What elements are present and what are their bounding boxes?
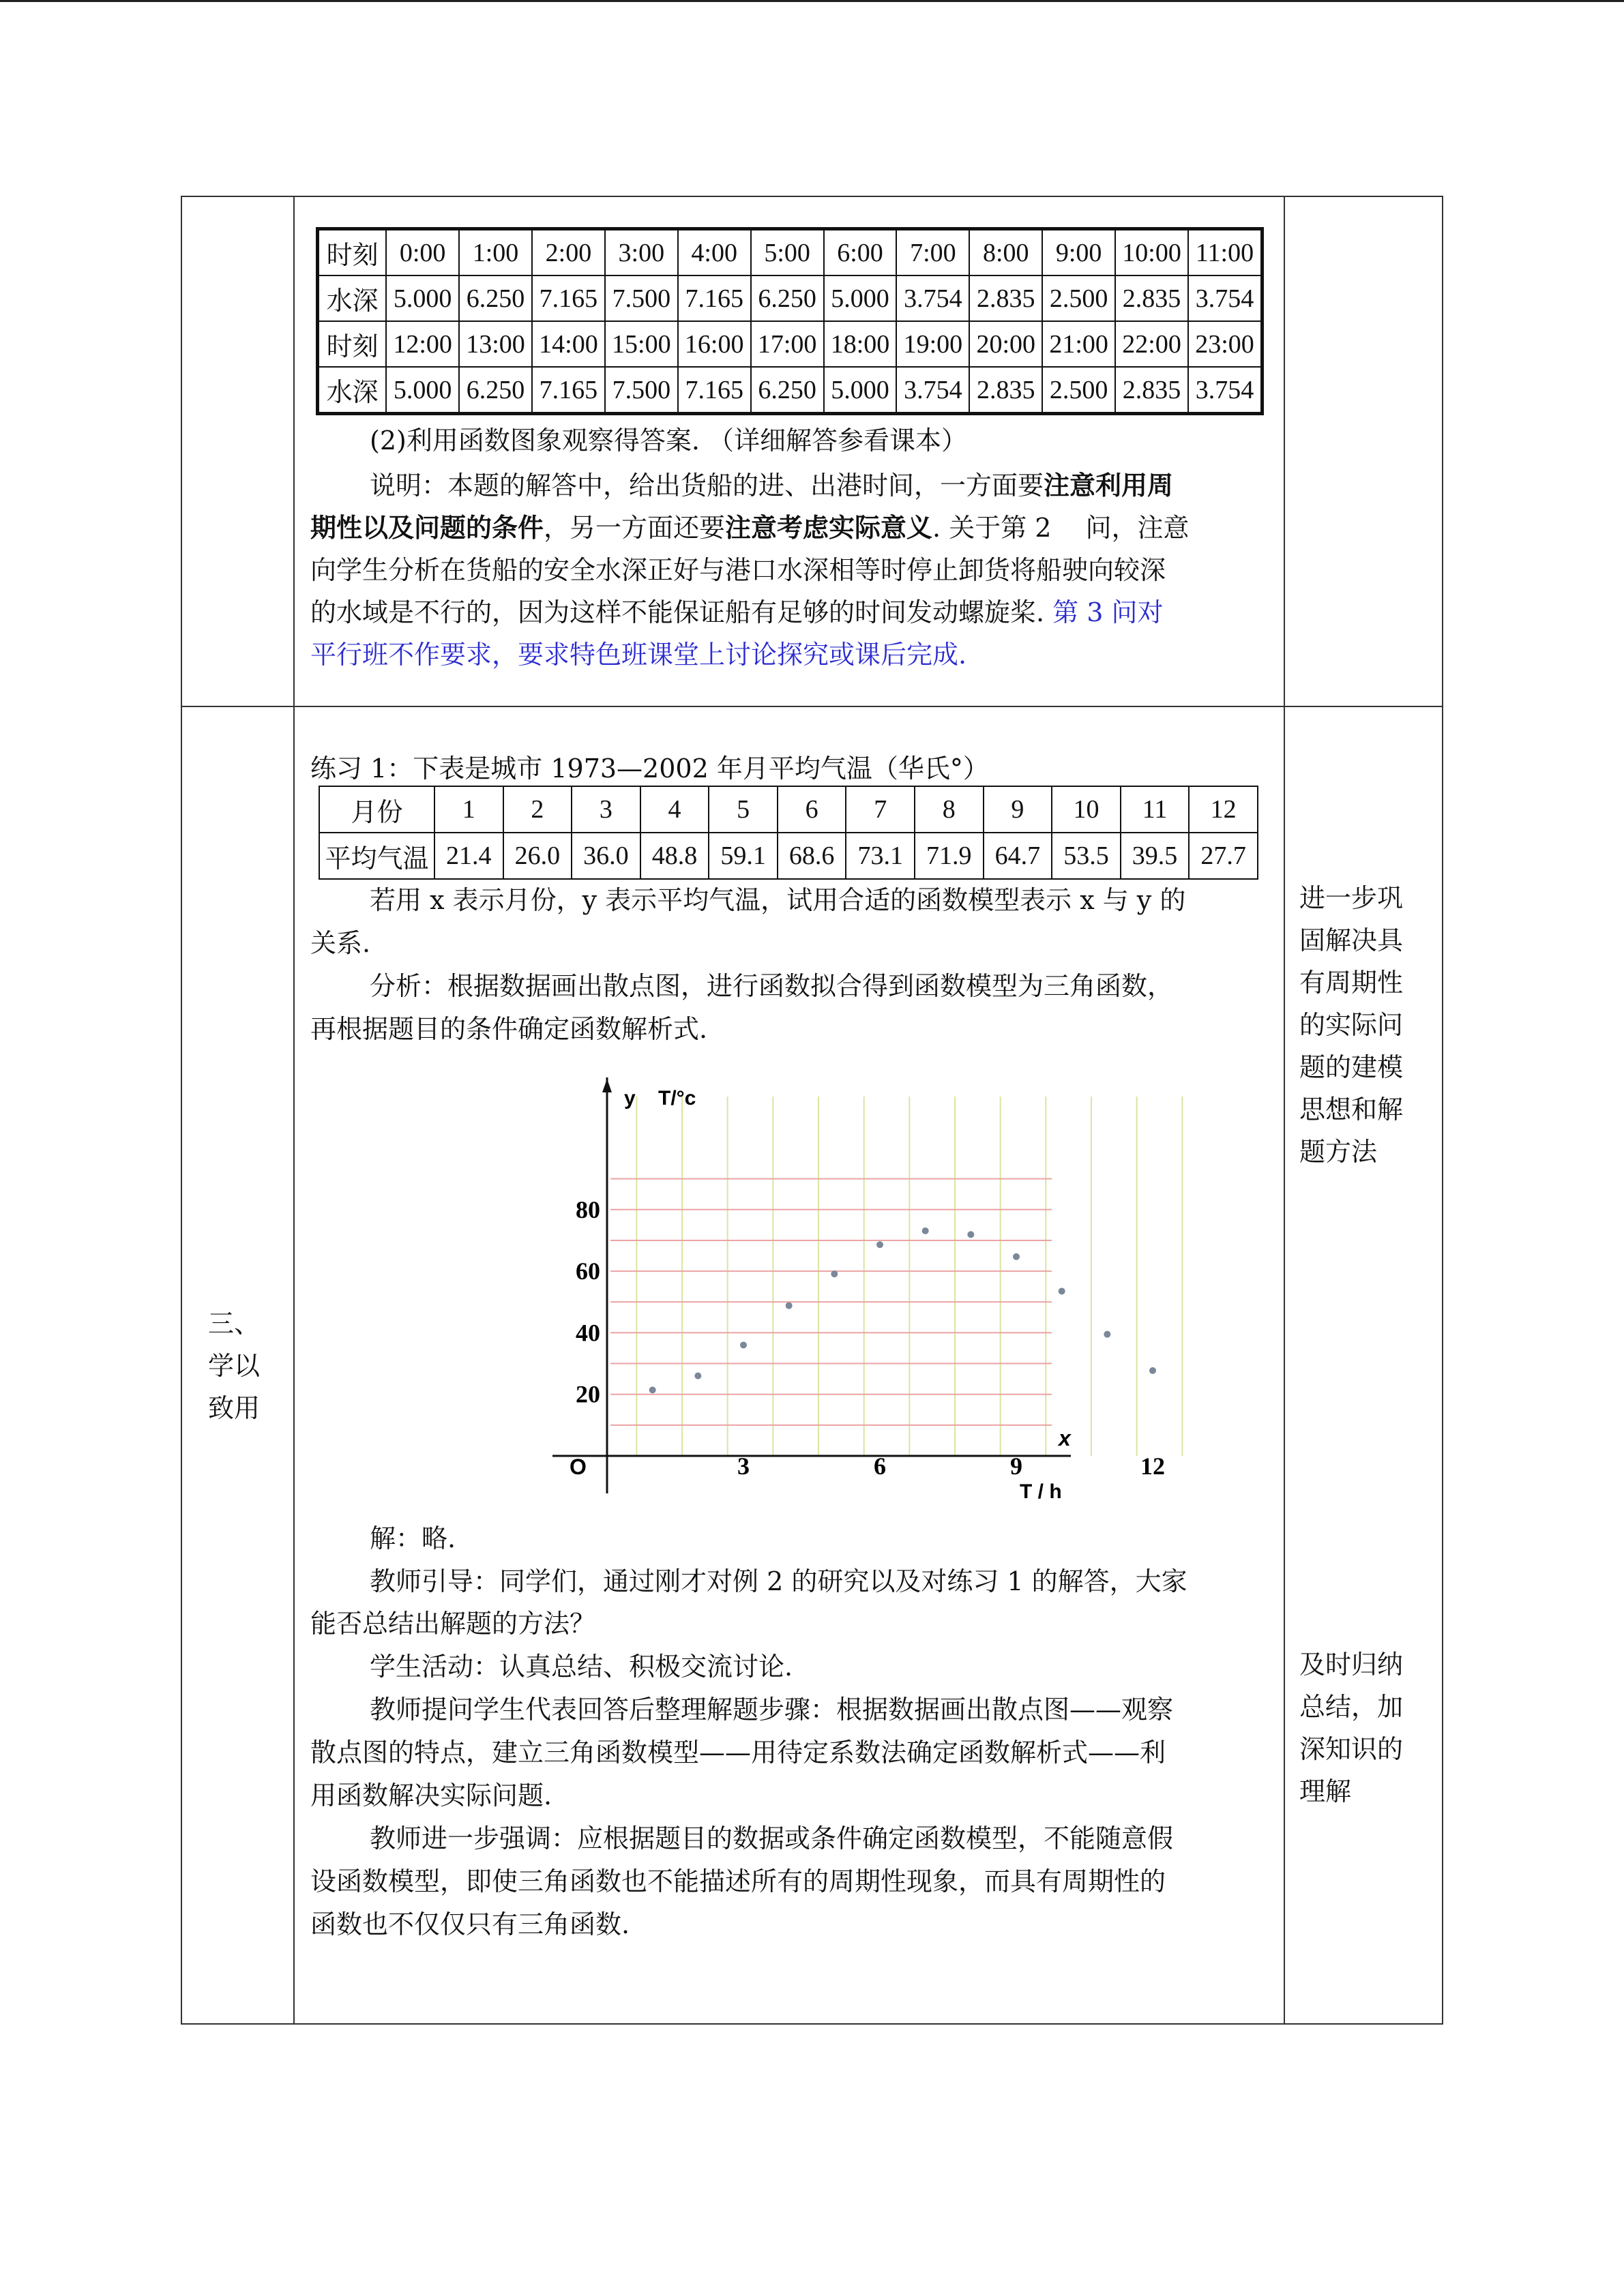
scatter-point (831, 1270, 838, 1277)
table-cell: 3.754 (896, 275, 969, 321)
x-unit-label: T / h (1020, 1480, 1062, 1503)
y-tick-label: 40 (576, 1319, 600, 1347)
table-row (319, 833, 1258, 879)
answer-line: (2)利用函数图象观察得答案. （详细解答参看课本） (370, 426, 967, 456)
scatter-point (922, 1227, 929, 1234)
table-cell: 7.165 (678, 275, 751, 321)
side-note-line: 进一步巩 (1299, 883, 1404, 913)
note-emphasis: 注意利用周 (1044, 470, 1174, 501)
table-cell: 19:00 (896, 321, 969, 367)
table-cell: 7.165 (532, 367, 605, 414)
x-tick-label: 6 (874, 1452, 886, 1480)
table-cell: 7:00 (896, 229, 969, 276)
table-row (318, 275, 1263, 321)
table-row-header: 水深 (318, 275, 387, 321)
row-divider (181, 706, 1443, 707)
x-tick-label: 12 (1140, 1452, 1165, 1480)
table-cell: 2.835 (1115, 367, 1188, 414)
table-cell: 21:00 (1042, 321, 1115, 367)
table-cell: 7.500 (605, 367, 678, 414)
table-cell: 6.250 (459, 275, 532, 321)
table-cell: 6 (778, 786, 846, 833)
y-tick-labels (576, 1196, 600, 1408)
solution-line: 解：略. (370, 1523, 456, 1553)
table-row (318, 229, 1263, 276)
section-label-line: 三、 (208, 1309, 261, 1339)
table-cell: 22:00 (1115, 321, 1188, 367)
table-cell: 5.000 (824, 275, 897, 321)
steps-line-1: 教师提问学生代表回答后整理解题步骤：根据数据画出散点图——观察 (370, 1695, 1174, 1725)
table-cell: 9:00 (1042, 229, 1115, 276)
x-tick-label: 3 (737, 1452, 750, 1480)
table-cell: 6.250 (751, 275, 824, 321)
table-cell: 10:00 (1115, 229, 1188, 276)
table-row-header: 时刻 (318, 229, 387, 276)
table-cell: 5 (709, 786, 778, 833)
table-cell: 15:00 (605, 321, 678, 367)
temperature-table (319, 786, 1258, 880)
side-note-1 (1299, 877, 1436, 1173)
table-cell: 8 (915, 786, 984, 833)
table-cell: 1:00 (459, 229, 532, 276)
table-row (318, 321, 1263, 367)
scatter-point (694, 1373, 701, 1380)
table-cell: 2.835 (1115, 275, 1188, 321)
guide-line-2: 能否总结出解题的方法？ (310, 1609, 596, 1639)
note-line-5: 平行班不作要求，要求特色班课堂上讨论探究或课后完成. (310, 640, 967, 670)
table-cell: 26.0 (503, 833, 572, 879)
table-row-header: 月份 (319, 786, 434, 833)
column-divider-2 (1284, 196, 1285, 2025)
table-cell: 11 (1121, 786, 1190, 833)
section-label-line: 学以 (208, 1351, 261, 1381)
side-note-line: 题方法 (1299, 1137, 1378, 1167)
scatter-point (1104, 1331, 1110, 1338)
table-row-header: 水深 (318, 367, 387, 414)
table-cell: 5.000 (386, 275, 459, 321)
table-cell: 2:00 (532, 229, 605, 276)
table-cell: 4 (640, 786, 709, 833)
analysis-line-2: 再根据题目的条件确定函数解析式. (310, 1014, 708, 1044)
table-cell: 2.500 (1042, 275, 1115, 321)
page-top-rule (0, 0, 1624, 2)
table-cell: 3.754 (896, 367, 969, 414)
section-label-line: 致用 (208, 1393, 261, 1423)
table-cell: 13:00 (459, 321, 532, 367)
steps-line-3: 用函数解决实际问题. (310, 1780, 552, 1810)
y-tick-label: 60 (576, 1257, 600, 1285)
origin-label: O (570, 1455, 587, 1479)
guide-line-1: 教师引导：同学们，通过刚才对例 2 的研究以及对练习 1 的解答，大家 (370, 1566, 1187, 1596)
table-cell: 3.754 (1188, 367, 1263, 414)
table-cell: 71.9 (915, 833, 984, 879)
table-cell: 68.6 (778, 833, 846, 879)
table-cell: 5.000 (824, 367, 897, 414)
table-cell: 27.7 (1189, 833, 1258, 879)
table-row-header: 平均气温 (319, 833, 434, 879)
table-cell: 8:00 (969, 229, 1042, 276)
table-cell: 59.1 (709, 833, 778, 879)
side-note-line: 深知识的 (1299, 1734, 1404, 1764)
table-cell: 5.000 (386, 367, 459, 414)
table-row (319, 786, 1258, 833)
note-emphasis: 期性以及问题的条件 (310, 512, 544, 543)
table-cell: 10 (1052, 786, 1121, 833)
table-cell: 12 (1189, 786, 1258, 833)
scatter-point (649, 1386, 656, 1393)
table-cell: 2.835 (969, 275, 1042, 321)
water-depth-table (316, 227, 1264, 415)
scatter-point (740, 1341, 747, 1348)
y-unit-label: T/°c (658, 1087, 696, 1109)
scatter-point (1059, 1287, 1065, 1294)
table-cell: 2 (503, 786, 572, 833)
question-line-1: 若用 x 表示月份，y 表示平均气温，试用合适的函数模型表示 x 与 y 的 (370, 885, 1186, 915)
table-cell: 6:00 (824, 229, 897, 276)
table-cell: 2.500 (1042, 367, 1115, 414)
table-cell: 17:00 (751, 321, 824, 367)
y-tick-label: 80 (576, 1195, 600, 1223)
note-text: 说明：本题的解答中，给出货船的进、出港时间，一方面要 (370, 471, 1044, 501)
exercise-title: 练习 1：下表是城市 1973—2002 年月平均气温（华氏°） (310, 754, 989, 784)
y-tick-label: 20 (576, 1380, 600, 1408)
column-divider-1 (293, 196, 295, 2025)
table-cell: 20:00 (969, 321, 1042, 367)
table-cell: 6.250 (459, 367, 532, 414)
table-cell: 23:00 (1188, 321, 1263, 367)
note-text: . 关于第 2 问，注意 (932, 513, 1190, 543)
table-cell: 53.5 (1052, 833, 1121, 879)
side-note-line: 题的建模 (1299, 1052, 1404, 1082)
note-emphasis: 注意考虑实际意义 (725, 512, 933, 543)
note-text: 的水域是不行的，因为这样不能保证船有足够的时间发动螺旋桨. (310, 597, 1045, 627)
note-line-1 (370, 464, 1173, 507)
table-cell: 21.4 (434, 833, 503, 879)
side-note-line: 固解决具 (1299, 925, 1404, 955)
emphasis-line-3: 函数也不仅仅只有三角函数. (310, 1909, 630, 1939)
table-cell: 3 (572, 786, 640, 833)
table-cell: 7 (846, 786, 915, 833)
side-note-line: 思想和解 (1299, 1094, 1404, 1124)
x-tick-label: 9 (1010, 1452, 1022, 1480)
table-row-header: 时刻 (318, 321, 387, 367)
section-label (208, 1302, 283, 1429)
table-cell: 39.5 (1121, 833, 1190, 879)
table-cell: 14:00 (532, 321, 605, 367)
side-note-line: 的实际问 (1299, 1010, 1404, 1040)
note-line-2 (310, 507, 1190, 549)
table-cell: 5:00 (751, 229, 824, 276)
table-cell: 7.165 (678, 367, 751, 414)
y-axis-name: y (624, 1087, 636, 1109)
question-line-2: 关系. (310, 928, 371, 958)
table-cell: 7.165 (532, 275, 605, 321)
side-note-line: 及时归纳 (1299, 1650, 1404, 1680)
side-note-line: 有周期性 (1299, 968, 1404, 998)
table-cell: 7.500 (605, 275, 678, 321)
scatter-point (1149, 1367, 1156, 1374)
scatter-point (876, 1241, 883, 1248)
y-axis-arrow (602, 1079, 612, 1092)
note-blue-text: 第 3 问对 (1044, 597, 1164, 627)
scatter-points (649, 1227, 1156, 1393)
temperature-scatter-chart (539, 1077, 1165, 1514)
steps-line-2: 散点图的特点，建立三角函数模型——用待定系数法确定函数解析式——利 (310, 1738, 1166, 1768)
emphasis-line-1: 教师进一步强调：应根据题目的数据或条件确定函数模型，不能随意假 (370, 1823, 1174, 1853)
table-cell: 64.7 (984, 833, 1052, 879)
table-cell: 73.1 (846, 833, 915, 879)
table-cell: 1 (434, 786, 503, 833)
table-cell: 16:00 (678, 321, 751, 367)
table-cell: 36.0 (572, 833, 640, 879)
side-note-2 (1299, 1643, 1436, 1813)
note-line-3: 向学生分析在货船的安全水深正好与港口水深相等时停止卸货将船驶向较深 (310, 555, 1166, 585)
table-cell: 2.835 (969, 367, 1042, 414)
scatter-point (786, 1302, 793, 1309)
scatter-point (967, 1231, 974, 1238)
horizontal-grid (610, 1179, 1052, 1425)
table-cell: 4:00 (678, 229, 751, 276)
table-row (318, 367, 1263, 414)
note-text: ，另一方面还要 (544, 513, 726, 543)
activity-line: 学生活动：认真总结、积极交流讨论. (370, 1652, 793, 1682)
scatter-point (1013, 1253, 1020, 1260)
table-cell: 9 (984, 786, 1052, 833)
table-cell: 0:00 (386, 229, 459, 276)
analysis-line-1: 分析：根据数据画出散点图，进行函数拟合得到函数模型为三角函数， (370, 971, 1174, 1001)
side-note-line: 理解 (1299, 1776, 1352, 1806)
table-cell: 11:00 (1188, 229, 1263, 276)
note-line-4 (310, 591, 1164, 633)
table-cell: 18:00 (824, 321, 897, 367)
x-axis-name: x (1059, 1426, 1071, 1450)
table-cell: 48.8 (640, 833, 709, 879)
side-note-line: 总结，加 (1299, 1692, 1404, 1722)
table-cell: 3:00 (605, 229, 678, 276)
emphasis-line-2: 设函数模型，即使三角函数也不能描述所有的周期性现象，而具有周期性的 (310, 1866, 1166, 1896)
table-cell: 3.754 (1188, 275, 1263, 321)
table-cell: 6.250 (751, 367, 824, 414)
table-cell: 12:00 (386, 321, 459, 367)
